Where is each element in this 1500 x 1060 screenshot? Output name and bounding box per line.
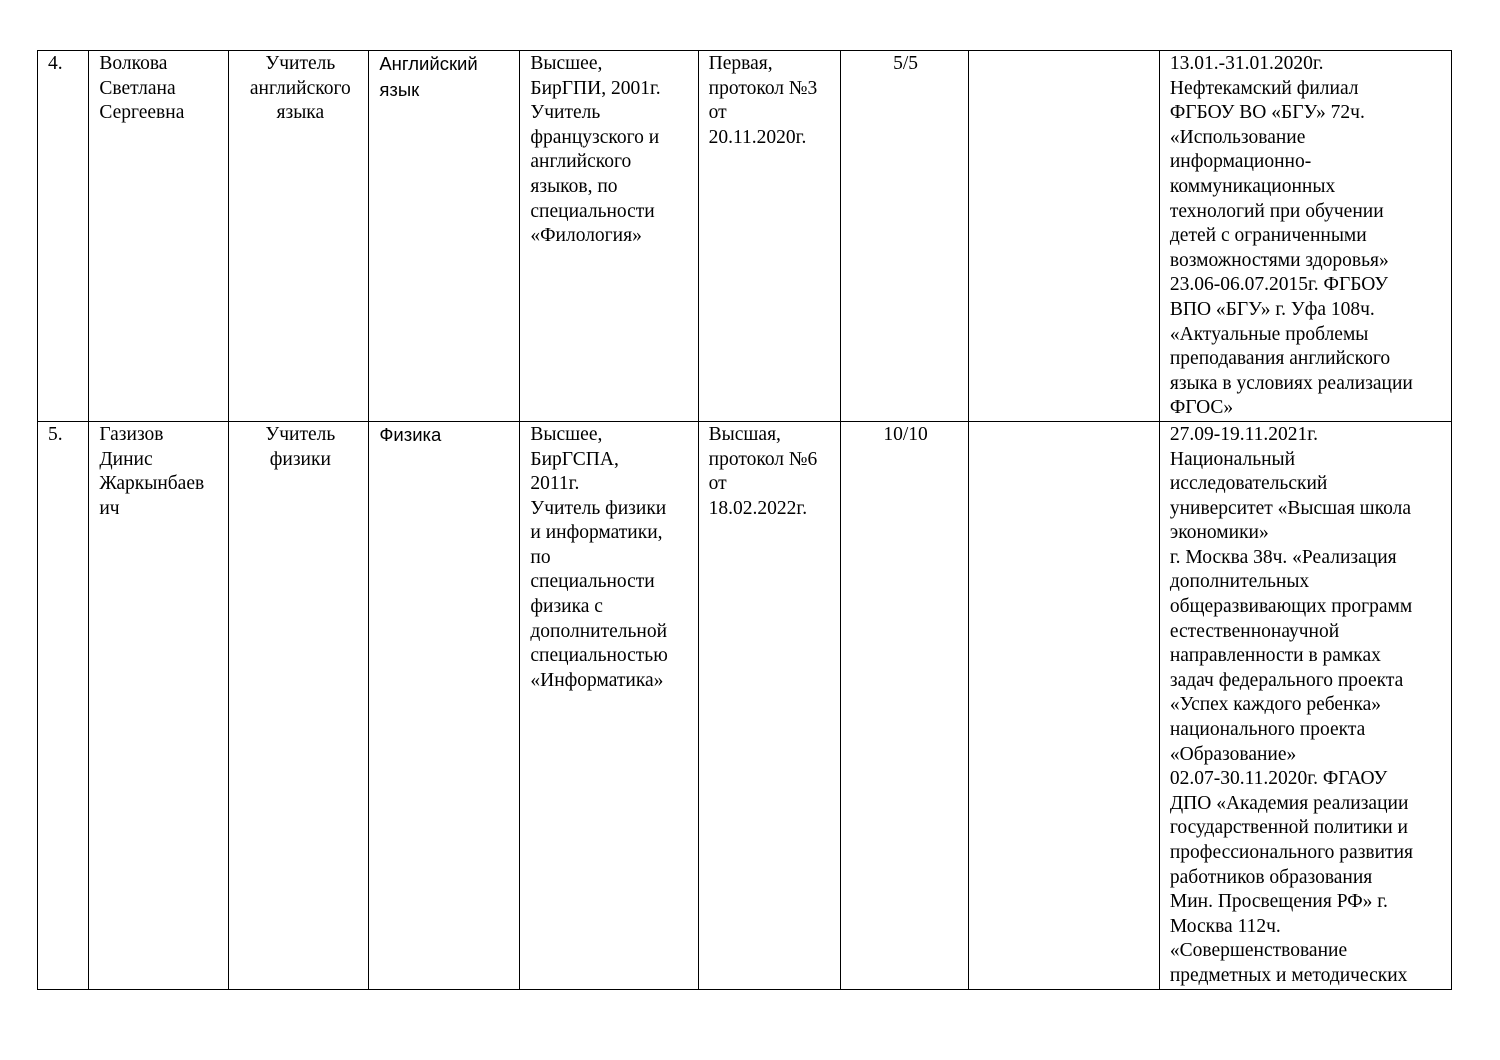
- teacher-experience: 5/5: [893, 53, 919, 74]
- subject-cell: [369, 51, 520, 422]
- teacher-subject: Физика: [379, 423, 442, 445]
- teacher-courses: 13.01.-31.01.2020г. Нефтекамский филиал ФГБОУ ВО «БГУ» 72ч. «Использование информационно- коммуникационных технологий при обучении детей с ограниченными возможностями здоровья» 23.06-06.07.2015г. ФГБОУ ВПО «БГУ» г. Уфа 108ч. «Актуальные проблемы преподавания английского языка в условиях реализации ФГОС»: [1169, 53, 1413, 419]
- name-cell: [89, 51, 229, 422]
- courses-cell: [1159, 51, 1451, 422]
- teacher-position: Учитель физики: [265, 423, 336, 470]
- teacher-experience: 10/10: [883, 423, 928, 445]
- experience-cell: [840, 51, 968, 422]
- teacher-name: Волкова Светлана Сергеевна: [99, 53, 185, 124]
- teacher-education: Высшее, БирГСПА, 2011г. Учитель физики и информатики, по специальности физика с дополнительной специальностью «Информатика»: [530, 423, 668, 691]
- teacher-name: Газизов Динис Жаркынбаев ич: [99, 423, 205, 519]
- teacher-category: Высшая, протокол №6 от 18.02.2022г.: [708, 423, 818, 519]
- table-row: [38, 421, 1452, 989]
- experience-cell: [840, 421, 968, 989]
- row-number: 5.: [48, 423, 63, 445]
- category-cell: [698, 421, 840, 989]
- teacher-subject: Английский язык: [379, 53, 478, 100]
- row-number: 4.: [48, 53, 63, 74]
- position-cell: [229, 51, 369, 422]
- awards-cell: [968, 51, 1159, 422]
- teacher-position: Учитель английского языка: [249, 53, 351, 124]
- education-cell: [520, 421, 698, 989]
- subject-cell: [369, 421, 520, 989]
- awards-cell: [968, 421, 1159, 989]
- position-cell: [229, 421, 369, 989]
- courses-cell: [1159, 421, 1451, 989]
- name-cell: [89, 421, 229, 989]
- teacher-courses: 27.09-19.11.2021г. Национальный исследовательский университет «Высшая школа экономики» г. Москва 38ч. «Реализация дополнительных общеразвивающих программ естественнонаучной направленности в рамках задач федерального проекта «Успех каждого ребенка» национального проекта «Образование» 02.07-30.11.2020г. ФГАОУ ДПО «Академия реализации государственной политики и профессионального развития работников образования Мин. Просвещения РФ» г. Москва 112ч. «Совершенствование предметных и методических: [1169, 423, 1413, 986]
- row-number-cell: [38, 421, 89, 989]
- row-number-cell: [38, 51, 89, 422]
- education-cell: [520, 51, 698, 422]
- staff-table: [37, 50, 1452, 990]
- teacher-category: Первая, протокол №3 от 20.11.2020г.: [708, 53, 818, 148]
- table-row: [38, 51, 1452, 422]
- category-cell: [698, 51, 840, 422]
- teacher-education: Высшее, БирГПИ, 2001г. Учитель французского и английского языков, по специальности «Филология»: [530, 53, 661, 247]
